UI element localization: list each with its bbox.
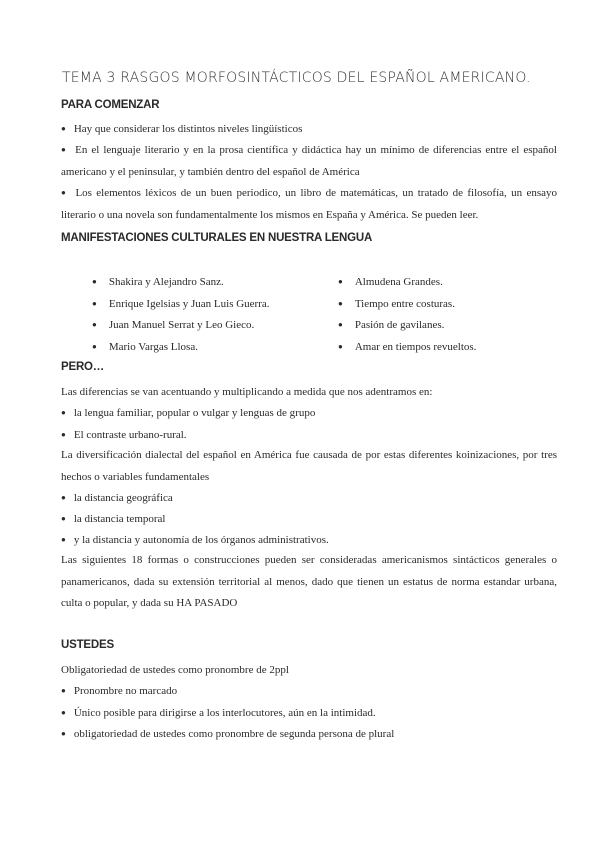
- bullet-text: Único posible para dirigirse a los interlocutores, aún en la intimidad.: [73, 707, 376, 719]
- bullet-contraste: [61, 427, 557, 444]
- bullet-text: obligatoriedad de ustedes como pronombre de segunda persona de plural: [73, 728, 395, 740]
- bullet-text: la distancia geográfica: [73, 492, 173, 504]
- list-item: ● Mario Vargas Llosa.: [92, 339, 332, 361]
- ustedes-intro: Obligatoriedad de ustedes como pronombre de 2ppl: [61, 664, 289, 676]
- bullet-distancia-geografica: [61, 490, 557, 507]
- document-title: TEMA 3 RASGOS MORFOSINTÁCTICOS DEL ESPAÑOL AMERICANO.: [62, 70, 531, 86]
- bullet-text: Pronombre no marcado: [73, 685, 178, 697]
- bullet-lenguaje-literario: [61, 140, 557, 183]
- bullet-unico-posible: [61, 705, 557, 722]
- manifestaciones-left-list: [92, 274, 332, 360]
- pero-paragraph-1: La diversificación dialectal del español en América fue causada de por estas diferentes koinizaciones, por tres hechos o variables fundamentales: [61, 449, 557, 483]
- bullet-text: y la distancia y autonomía de los órganos administrativos.: [73, 534, 329, 546]
- list-item: ● Pasión de gavilanes.: [338, 317, 578, 339]
- list-item: ● Tiempo entre costuras.: [338, 296, 578, 318]
- bullet-niveles: [61, 121, 557, 138]
- bullet-text: la distancia temporal: [73, 513, 166, 525]
- bullet-obligatoriedad: [61, 726, 557, 743]
- bullet-distancia-temporal: [61, 511, 557, 528]
- heading-para-comenzar: PARA COMENZAR: [61, 99, 160, 111]
- manifestaciones-right-list: [338, 274, 578, 360]
- list-item: ● Shakira y Alejandro Sanz.: [92, 274, 332, 296]
- bullet-lengua-familiar: [61, 405, 557, 422]
- bullet-text: Hay que considerar los distintos niveles lingüísticos: [73, 123, 303, 135]
- list-item: ● Amar en tiempos revueltos.: [338, 339, 578, 361]
- heading-manifestaciones: MANIFESTACIONES CULTURALES EN NUESTRA LENGUA: [61, 232, 373, 244]
- heading-pero: PERO…: [61, 361, 105, 373]
- bullet-elementos-lexicos: [61, 183, 557, 226]
- bullet-text: El contraste urbano-rural.: [73, 429, 187, 441]
- pero-intro: Las diferencias se van acentuando y multiplicando a medida que nos adentramos en:: [61, 386, 433, 398]
- list-item: ● Juan Manuel Serrat y Leo Gieco.: [92, 317, 332, 339]
- pero-paragraph-2: Las siguientes 18 formas o construcciones pueden ser consideradas americanismos sintácticos generales o panamericanos, dada su extensión territorial al menos, dado que tienen un estatus de norma estandar urbana, culta o popular, y dada su HA PASADO: [61, 554, 557, 609]
- bullet-text: Los elementos léxicos de un buen periodico, un libro de matemáticas, un tratado de filosofía, un ensayo literario o una novela son fundamentalmente los mismos en España y América. Se pueden leer.: [61, 187, 557, 221]
- bullet-text: la lengua familiar, popular o vulgar y lenguas de grupo: [73, 407, 316, 419]
- bullet-autonomia: [61, 532, 557, 549]
- bullet-pronombre-no-marcado: [61, 683, 557, 700]
- bullet-text: En el lenguaje literario y en la prosa científica y didáctica hay un mínimo de diferencias entre el español americano y el peninsular, y también dentro del español de América: [61, 144, 557, 178]
- heading-ustedes: USTEDES: [61, 639, 114, 651]
- list-item: ● Almudena Grandes.: [338, 274, 578, 296]
- list-item: ● Enrique Igelsias y Juan Luis Guerra.: [92, 296, 332, 318]
